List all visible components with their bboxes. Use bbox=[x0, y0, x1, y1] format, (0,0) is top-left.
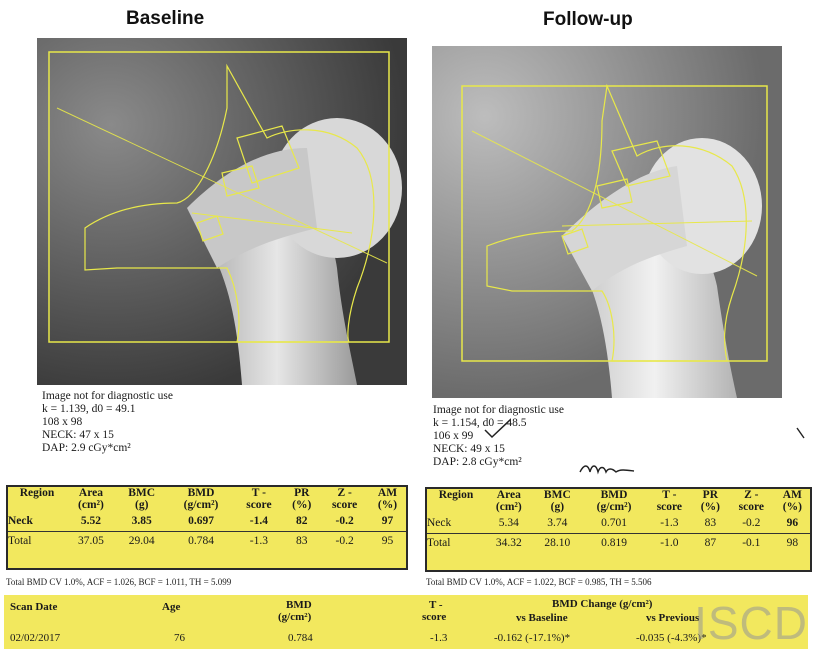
scan-date-header: Scan Date bbox=[10, 601, 58, 613]
bmd-header: BMD bbox=[286, 599, 312, 611]
cell: Total bbox=[427, 533, 485, 553]
cell: 82 bbox=[296, 514, 308, 527]
cell: 0.701 bbox=[601, 516, 627, 529]
cell: 95 bbox=[369, 531, 406, 551]
cell: 97 bbox=[381, 514, 394, 527]
baseline-info-line: DAP: 2.9 cGy*cm² bbox=[42, 442, 131, 454]
col-header-z-score: Z - score bbox=[331, 487, 358, 511]
followup-info-line: Image not for diagnostic use bbox=[433, 404, 564, 416]
handwritten-signature bbox=[578, 460, 638, 478]
cell: -0.2 bbox=[742, 516, 761, 529]
cell: -1.4 bbox=[249, 514, 268, 527]
baseline-scan-info bbox=[42, 390, 173, 455]
cell: Neck bbox=[427, 516, 452, 529]
col-header-bmd: BMD (g/cm²) bbox=[183, 487, 219, 511]
scan-date-value: 02/02/2017 bbox=[10, 632, 61, 644]
baseline-info-line: k = 1.139, d0 = 49.1 bbox=[42, 403, 136, 415]
vs-baseline-header: vs Baseline bbox=[516, 612, 568, 624]
cell: -0.2 bbox=[335, 514, 354, 527]
followup-dxa-image bbox=[432, 46, 782, 398]
table-row bbox=[427, 533, 810, 553]
col-header-region: Region bbox=[19, 487, 55, 499]
cell: -1.3 bbox=[660, 516, 679, 529]
followup-footnote: Total BMD CV 1.0%, ACF = 1.022, BCF = 0.985, TH = 5.506 bbox=[426, 577, 652, 587]
cell: 0.784 bbox=[168, 531, 235, 551]
age-header: Age bbox=[162, 601, 181, 613]
followup-results-table bbox=[425, 487, 812, 572]
baseline-dxa-image bbox=[37, 38, 407, 385]
vs-previous-value: -0.035 (-4.3%)* bbox=[636, 632, 707, 644]
cell: 37.05 bbox=[66, 531, 116, 551]
col-header-bmd: BMD (g/cm²) bbox=[596, 489, 632, 513]
baseline-info-line: NECK: 47 x 15 bbox=[42, 429, 114, 441]
col-header-t-score: T - score bbox=[656, 489, 683, 513]
iscd-watermark: ISCD bbox=[694, 597, 808, 649]
cell: -0.2 bbox=[320, 531, 369, 551]
followup-heading: Follow-up bbox=[543, 9, 633, 30]
cell: 5.34 bbox=[498, 516, 519, 529]
baseline-footnote: Total BMD CV 1.0%, ACF = 1.026, BCF = 1.011, TH = 5.099 bbox=[6, 577, 232, 587]
col-header-area: Area (cm²) bbox=[78, 487, 104, 511]
followup-info-line: NECK: 49 x 15 bbox=[433, 443, 505, 455]
baseline-results-table bbox=[6, 485, 408, 570]
handwritten-check-mark bbox=[483, 418, 513, 440]
cell: 83 bbox=[283, 531, 320, 551]
cell: -1.3 bbox=[234, 531, 283, 551]
col-header-area: Area (cm²) bbox=[495, 489, 522, 513]
bmd-value: 0.784 bbox=[288, 632, 313, 644]
t-score-value: -1.3 bbox=[430, 632, 448, 644]
table-row bbox=[8, 511, 406, 531]
cell: -0.1 bbox=[728, 533, 775, 553]
col-header-bmc: BMC (g) bbox=[128, 487, 156, 511]
col-header-bmc: BMC (g) bbox=[543, 489, 571, 513]
cell: 28.10 bbox=[533, 533, 582, 553]
cell: 34.32 bbox=[485, 533, 533, 553]
cell: 0.819 bbox=[582, 533, 646, 553]
followup-info-line: DAP: 2.8 cGy*cm² bbox=[433, 456, 522, 468]
bmd-unit-header: (g/cm²) bbox=[278, 611, 312, 623]
followup-info-line: 106 x 99 bbox=[433, 430, 474, 442]
cell: 5.52 bbox=[80, 514, 101, 527]
cell: Total bbox=[8, 531, 66, 551]
baseline-info-line: 108 x 98 bbox=[42, 416, 83, 428]
t-score-header: T - bbox=[429, 599, 443, 611]
col-header-am: AM (%) bbox=[377, 487, 398, 511]
bmd-change-header: BMD Change (g/cm²) bbox=[552, 598, 653, 610]
vs-baseline-value: -0.162 (-17.1%)* bbox=[494, 632, 571, 644]
baseline-info-line: Image not for diagnostic use bbox=[42, 390, 173, 402]
baseline-heading: Baseline bbox=[126, 8, 205, 29]
col-header-z-score: Z - score bbox=[738, 489, 764, 513]
cell: 3.74 bbox=[547, 516, 568, 529]
cell: -1.0 bbox=[646, 533, 693, 553]
followup-info-line: k = 1.154, d0 = 48.5 bbox=[433, 417, 527, 429]
cell: 98 bbox=[775, 533, 810, 553]
cell: 87 bbox=[693, 533, 728, 553]
cell: 0.697 bbox=[188, 514, 214, 527]
cell: Neck bbox=[8, 514, 33, 527]
cell: 3.85 bbox=[131, 514, 152, 527]
table-row bbox=[8, 531, 406, 551]
col-header-region: Region bbox=[438, 489, 474, 501]
bmd-change-summary bbox=[4, 595, 808, 649]
handwritten-tick bbox=[795, 426, 807, 440]
cell: 96 bbox=[786, 516, 799, 529]
age-value: 76 bbox=[174, 632, 185, 644]
cell: 83 bbox=[704, 516, 717, 529]
cell: 29.04 bbox=[116, 531, 168, 551]
col-header-am: AM (%) bbox=[782, 489, 802, 513]
col-header-pr: PR (%) bbox=[292, 487, 312, 511]
col-header-pr: PR (%) bbox=[700, 489, 720, 513]
t-score-unit-header: score bbox=[422, 611, 447, 623]
table-row bbox=[427, 513, 810, 533]
col-header-t-score: T - score bbox=[246, 487, 272, 511]
vs-previous-header: vs Previous bbox=[646, 612, 700, 624]
